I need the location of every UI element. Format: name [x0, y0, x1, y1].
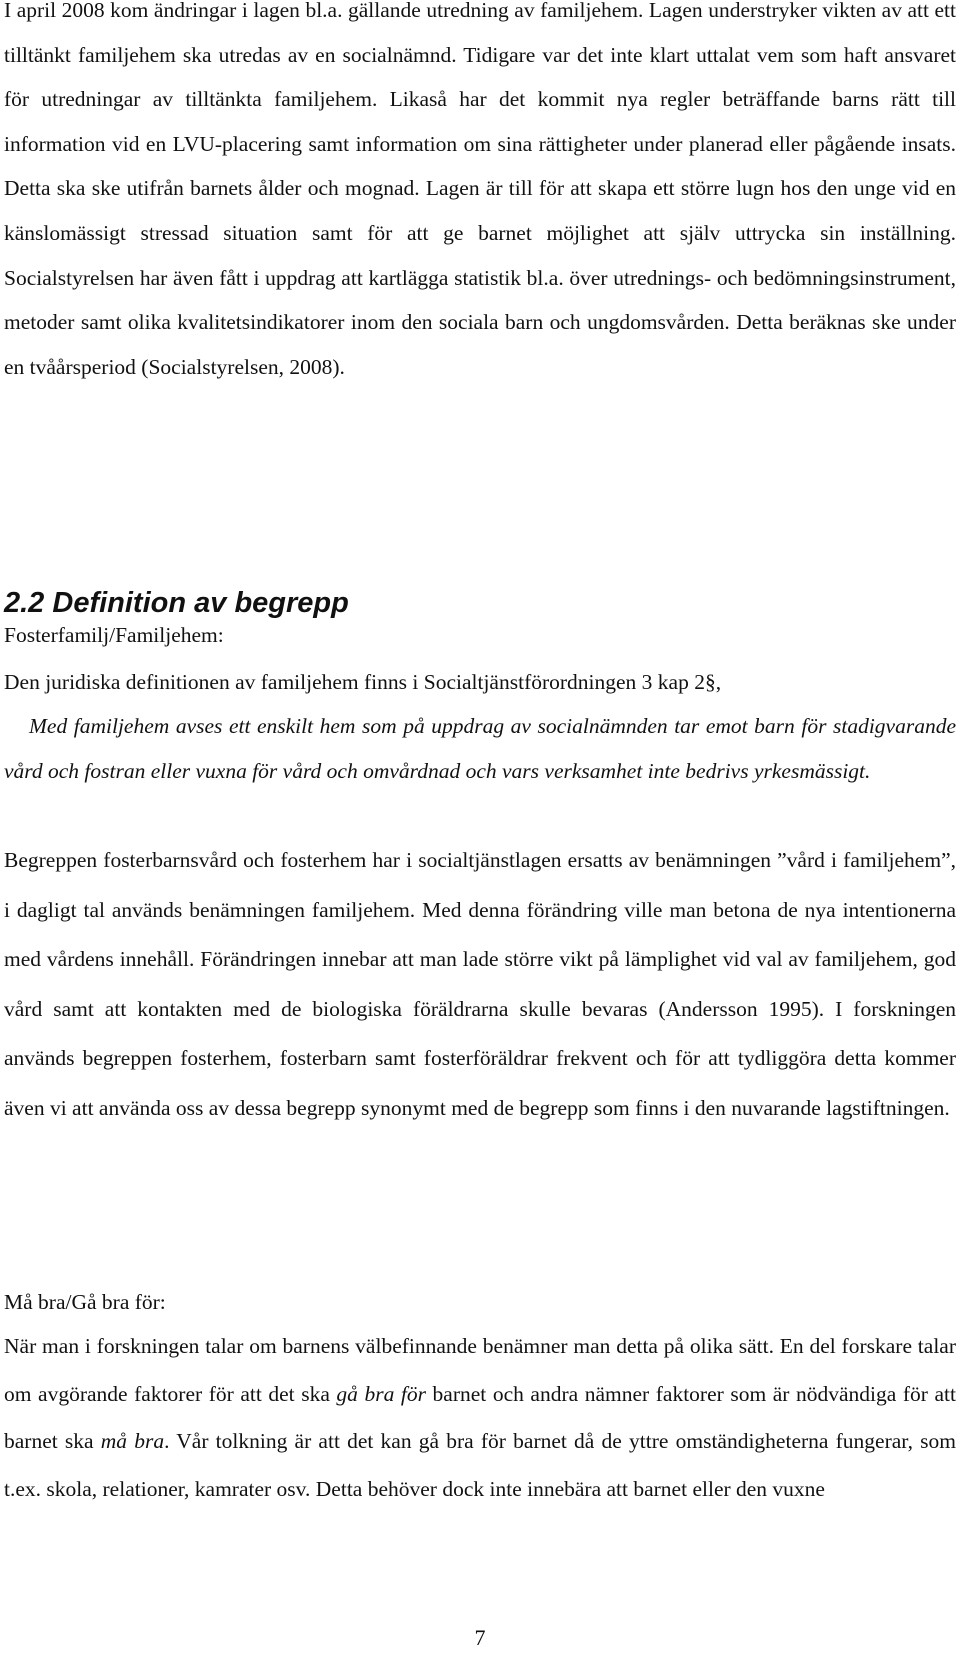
- section-heading: 2.2 Definition av begrepp: [4, 587, 349, 619]
- law-quote-text: Med familjehem avses ett enskilt hem som på uppdrag av socialnämnden tar emot barn för stadigvarande vård och fostran eller vuxna för vård och omvårdnad och vars verksamhet inte bedrivs yrkesmässigt.: [4, 714, 956, 783]
- term-foster-family: Fosterfamilj/Familjehem:: [4, 623, 224, 647]
- wellbeing-paragraph: [4, 1323, 956, 1513]
- wellbeing-text-2: barnet och andra nämner faktorer som är nödvändiga för att barnet ska: [4, 1381, 956, 1453]
- wellbeing-text-1: När man i forskningen talar om barnens välbefinnande benämner man detta på olika sätt. En del forskare talar om avgörande faktorer för att det ska: [4, 1334, 956, 1406]
- intro-paragraph: I april 2008 kom ändringar i lagen bl.a. gällande utredning av familjehem. Lagen understryker vikten av att ett tilltänkt familjehem ska utredas av en socialnämnd. Tidigare var det inte klart uttalat vem som haft ansvaret för utredningar av tilltänkta familjehem. Likaså har det kommit nya regler beträffande barns rätt till information vid en LVU-placering samt information om sina rättigheter under planerad eller pågående insats. Detta ska ske utifrån barnets ålder och mognad. Lagen är till för att skapa ett större lugn hos den unge vid en känslomässigt stressad situation samt för att ge barnet möjlighet att själv uttrycka sin inställning. Socialstyrelsen har även fått i uppdrag att kartlägga statistik bl.a. över utrednings- och bedömningsinstrument, metoder samt olika kvalitetsindikatorer inom den sociala barn och ungdomsvården. Detta beräknas ske under en tvåårsperiod (Socialstyrelsen, 2008).: [4, 0, 956, 379]
- wellbeing-emphasis-ga-bra: gå bra för: [336, 1381, 426, 1406]
- wellbeing-text-3: . Vår tolkning är att det kan gå bra för barnet då de yttre omständigheterna fungerar, som t.ex. skola, relationer, kamrater osv. Detta behöver dock inte innebära att barnet eller den vuxne: [4, 1429, 956, 1501]
- wellbeing-emphasis-ma-bra: må bra: [100, 1429, 165, 1453]
- legal-definition: Den juridiska definitionen av familjehem finns i Socialtjänstförordningen 3 kap 2§,: [4, 670, 722, 694]
- foster-care-paragraph: Begreppen fosterbarnsvård och fosterhem har i socialtjänstlagen ersatts av benämningen ”vård i familjehem”, i dagligt tal används benämningen familjehem. Med denna förändring ville man betona de nya intentionerna med vårdens innehåll. Förändringen innebar att man lade större vikt på lämplighet vid val av familjehem, god vård samt att kontakten med de biologiska föräldrarna skulle bevaras (Andersson 1995). I forskningen används begreppen fosterhem, fosterbarn samt fosterföräldrar frekvent och för att tydliggöra detta kommer även vi att använda oss av dessa begrepp synonymt med de begrepp som finns i den nuvarande lagstiftningen.: [4, 848, 956, 1120]
- page-number: 7: [474, 1625, 486, 1650]
- law-quote: [4, 704, 956, 793]
- term-wellbeing: Må bra/Gå bra för:: [4, 1290, 166, 1314]
